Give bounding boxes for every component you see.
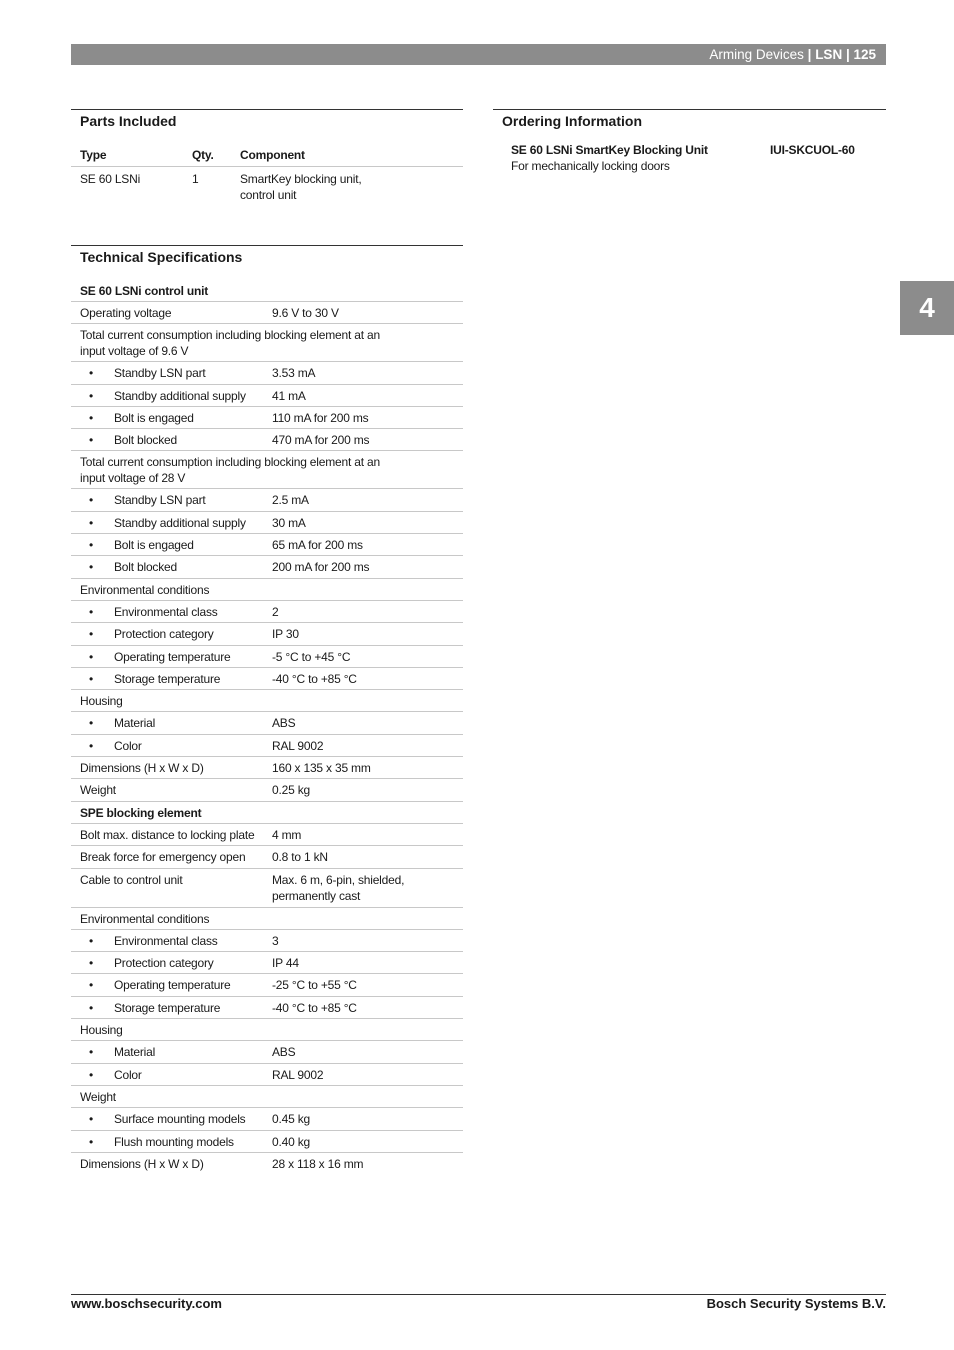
header-category: LSN xyxy=(815,47,843,62)
table-row xyxy=(71,512,463,534)
bullet-icon: • xyxy=(89,1067,94,1082)
header-separator: | xyxy=(803,47,816,62)
table-row xyxy=(71,385,463,407)
spec-value: 2.5 mA xyxy=(272,493,309,508)
spec-label: Weight xyxy=(80,783,116,798)
spec-value: 470 mA for 200 ms xyxy=(272,433,370,448)
spec-label: Operating temperature xyxy=(114,978,231,993)
chapter-tab: 4 xyxy=(900,281,954,335)
bullet-icon: • xyxy=(89,1112,94,1127)
col-qty: Qty. xyxy=(192,148,214,162)
table-row xyxy=(71,846,463,868)
table-row xyxy=(71,997,463,1019)
ordering-product-name: SE 60 LSNi SmartKey Blocking Unit xyxy=(511,143,708,157)
parts-included-section xyxy=(71,109,463,136)
spec-label: Storage temperature xyxy=(114,671,221,686)
spec-value: -40 °C to +85 °C xyxy=(272,671,357,686)
spe-heading: SPE blocking element xyxy=(80,805,202,820)
bullet-icon: • xyxy=(89,1045,94,1060)
spec-value: -25 °C to +55 °C xyxy=(272,978,357,993)
table-row xyxy=(71,1131,463,1153)
spec-label: Material xyxy=(114,1045,156,1060)
spec-value: permanently cast xyxy=(272,888,361,903)
spec-value: 28 x 118 x 16 mm xyxy=(272,1156,364,1171)
spec-label: Protection category xyxy=(114,627,214,642)
footer-company: Bosch Security Systems B.V. xyxy=(706,1296,886,1311)
bullet-icon: • xyxy=(89,366,94,381)
spec-label: input voltage of 9.6 V xyxy=(80,344,189,359)
spec-value: RAL 9002 xyxy=(272,1067,324,1082)
spec-label: Weight xyxy=(80,1089,116,1104)
bullet-icon: • xyxy=(89,649,94,664)
table-row xyxy=(71,534,463,556)
ordering-code: IUI-SKCUOL-60 xyxy=(770,143,855,157)
bullet-icon: • xyxy=(89,1000,94,1015)
tech-specs-title: Technical Specifications xyxy=(80,249,243,265)
col-type: Type xyxy=(80,148,107,162)
bullet-icon: • xyxy=(89,515,94,530)
table-row xyxy=(71,757,463,779)
spec-label: Bolt is engaged xyxy=(114,538,194,553)
spec-label: Bolt max. distance to locking plate xyxy=(80,827,255,842)
part-qty: 1 xyxy=(192,172,199,186)
spec-label: Operating voltage xyxy=(80,306,172,320)
part-type: SE 60 LSNi xyxy=(80,172,141,186)
spec-value: 0.8 to 1 kN xyxy=(272,850,328,865)
bullet-icon: • xyxy=(89,388,94,403)
table-row xyxy=(71,908,463,930)
table-row xyxy=(71,429,463,451)
bullet-icon: • xyxy=(89,716,94,731)
spec-label: Protection category xyxy=(114,956,214,971)
spec-label: Operating temperature xyxy=(114,649,231,664)
table-row xyxy=(71,1019,463,1041)
spec-label: Total current consumption including blocking element at an xyxy=(80,455,380,470)
spec-value: 2 xyxy=(272,604,279,619)
footer-website[interactable]: www.boschsecurity.com xyxy=(71,1296,222,1311)
table-row xyxy=(71,579,463,601)
bullet-icon: • xyxy=(89,738,94,753)
spec-label: Standby additional supply xyxy=(114,388,246,403)
spec-label: Dimensions (H x W x D) xyxy=(80,761,204,776)
specs-table xyxy=(71,283,463,1175)
bullet-icon: • xyxy=(89,433,94,448)
spec-value: IP 30 xyxy=(272,627,299,642)
ordering-section xyxy=(493,109,886,176)
spec-value: IP 44 xyxy=(272,956,299,971)
spec-value: 41 mA xyxy=(272,388,306,403)
spec-label: Cable to control unit xyxy=(80,872,183,887)
spec-label: Color xyxy=(114,1067,142,1082)
table-row xyxy=(71,324,463,362)
page-header xyxy=(71,44,886,65)
spec-label: Standby additional supply xyxy=(114,515,246,530)
spec-label: Standby LSN part xyxy=(114,493,206,508)
bullet-icon: • xyxy=(89,560,94,575)
table-row xyxy=(71,451,463,489)
spec-label: Material xyxy=(114,716,156,731)
ordering-item xyxy=(493,136,886,176)
spec-label: Environmental conditions xyxy=(80,911,210,926)
bullet-icon: • xyxy=(89,493,94,508)
table-row xyxy=(71,712,463,734)
spec-label: Bolt blocked xyxy=(114,560,177,575)
table-row xyxy=(71,646,463,668)
bullet-icon: • xyxy=(89,604,94,619)
spec-label: Environmental conditions xyxy=(80,582,210,597)
spec-value: 110 mA for 200 ms xyxy=(272,410,369,425)
spec-value: ABS xyxy=(272,716,296,731)
spec-label: Housing xyxy=(80,694,123,709)
table-row xyxy=(71,362,463,384)
spec-label: Bolt is engaged xyxy=(114,410,194,425)
spec-value: -5 °C to +45 °C xyxy=(272,649,351,664)
spec-label: Housing xyxy=(80,1023,123,1038)
table-row xyxy=(71,489,463,511)
spec-label: Bolt blocked xyxy=(114,433,177,448)
bullet-icon: • xyxy=(89,627,94,642)
table-row xyxy=(71,779,463,801)
spec-label: Standby LSN part xyxy=(114,366,206,381)
table-row xyxy=(71,735,463,757)
control-unit-heading-row xyxy=(71,283,463,302)
page-number: 125 xyxy=(853,47,876,62)
spec-label: Storage temperature xyxy=(114,1000,221,1015)
spec-value: 30 mA xyxy=(272,515,306,530)
table-row xyxy=(71,302,463,324)
bullet-icon: • xyxy=(89,538,94,553)
control-unit-heading: SE 60 LSNi control unit xyxy=(80,284,209,298)
spec-label: Surface mounting models xyxy=(114,1112,246,1127)
spec-label: Environmental class xyxy=(114,604,218,619)
table-row xyxy=(71,824,463,846)
col-component: Component xyxy=(240,148,305,162)
part-component-line1: SmartKey blocking unit, xyxy=(240,172,362,186)
table-row xyxy=(71,1108,463,1130)
table-row xyxy=(71,668,463,690)
table-row xyxy=(71,690,463,712)
table-row xyxy=(71,1064,463,1086)
spe-heading-row xyxy=(71,802,463,824)
spec-label: Flush mounting models xyxy=(114,1134,234,1149)
table-row xyxy=(71,556,463,578)
parts-table xyxy=(71,147,463,207)
bullet-icon: • xyxy=(89,933,94,948)
bullet-icon: • xyxy=(89,410,94,425)
table-row xyxy=(71,1086,463,1108)
spec-value: RAL 9002 xyxy=(272,738,324,753)
table-row xyxy=(71,167,463,207)
table-row xyxy=(71,407,463,429)
spec-value: 9.6 V to 30 V xyxy=(272,306,339,320)
header-separator-2: | xyxy=(842,47,854,62)
spec-value: ABS xyxy=(272,1045,296,1060)
table-row xyxy=(71,930,463,952)
header-section: Arming Devices xyxy=(709,47,804,62)
table-row xyxy=(71,623,463,645)
spec-label: Environmental class xyxy=(114,933,218,948)
spec-value: 3 xyxy=(272,933,279,948)
table-row xyxy=(71,1041,463,1063)
bullet-icon: • xyxy=(89,1134,94,1149)
bullet-icon: • xyxy=(89,956,94,971)
bullet-icon: • xyxy=(89,671,94,686)
ordering-product-desc: For mechanically locking doors xyxy=(511,159,670,173)
spec-label: Dimensions (H x W x D) xyxy=(80,1156,204,1171)
spec-value: -40 °C to +85 °C xyxy=(272,1000,357,1015)
spec-label: Break force for emergency open xyxy=(80,850,246,865)
ordering-title: Ordering Information xyxy=(502,113,642,129)
parts-table-header xyxy=(71,147,463,167)
spec-value: 0.25 kg xyxy=(272,783,310,798)
table-row xyxy=(71,952,463,974)
spec-value: 65 mA for 200 ms xyxy=(272,538,363,553)
spec-value: 0.40 kg xyxy=(272,1134,310,1149)
spec-label: Total current consumption including blocking element at an xyxy=(80,328,380,343)
spec-label: input voltage of 28 V xyxy=(80,471,186,486)
spec-value: Max. 6 m, 6-pin, shielded, xyxy=(272,872,405,887)
spec-label: Color xyxy=(114,738,142,753)
parts-included-title: Parts Included xyxy=(80,113,177,129)
tech-specs-section xyxy=(71,245,463,272)
spec-value: 0.45 kg xyxy=(272,1112,310,1127)
bullet-icon: • xyxy=(89,978,94,993)
table-row xyxy=(71,869,463,908)
spec-value: 4 mm xyxy=(272,827,302,842)
table-row xyxy=(71,974,463,996)
spec-value: 200 mA for 200 ms xyxy=(272,560,370,575)
part-component-line2: control unit xyxy=(240,188,297,202)
spec-value: 3.53 mA xyxy=(272,366,316,381)
table-row xyxy=(71,601,463,623)
footer-divider xyxy=(71,1294,886,1295)
table-row xyxy=(71,1153,463,1175)
spec-value: 160 x 135 x 35 mm xyxy=(272,761,371,776)
